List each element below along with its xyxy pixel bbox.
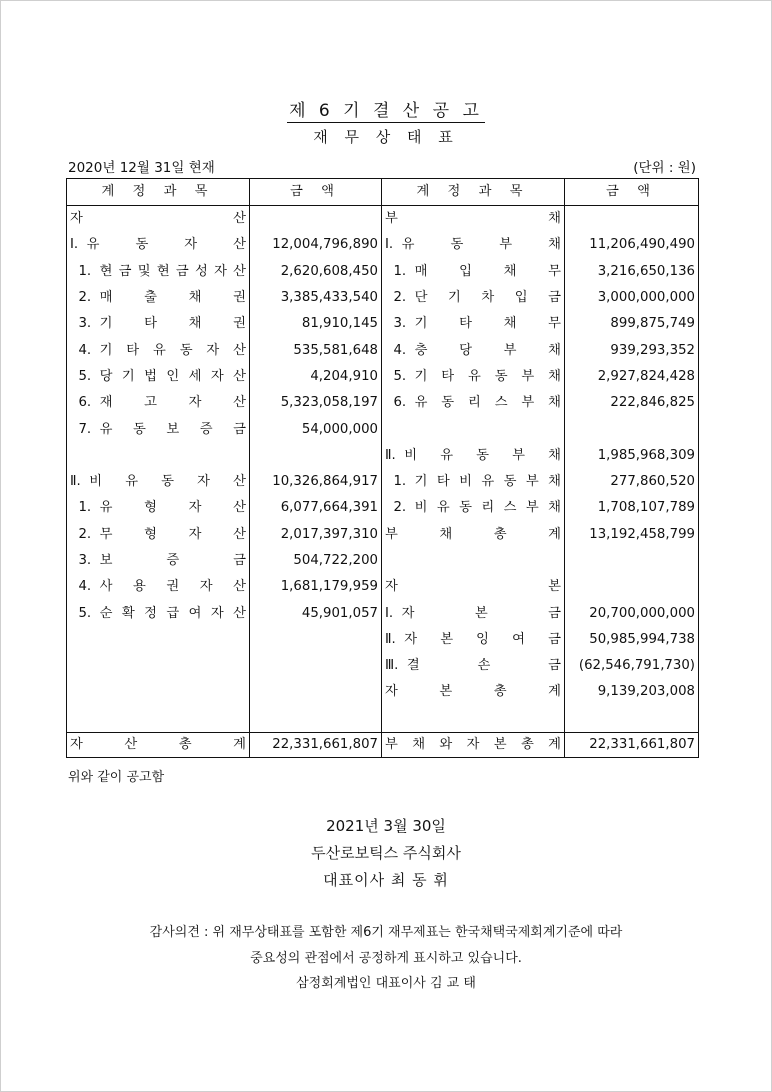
right-account-label: 매 입 채 무 bbox=[414, 263, 561, 279]
left-account-cell bbox=[67, 232, 250, 258]
right-account-label: 충 당 부 채 bbox=[414, 342, 561, 358]
right-account-cell bbox=[382, 337, 565, 363]
spacer-cell bbox=[565, 706, 699, 733]
right-amount: 1,708,107,789 bbox=[565, 495, 699, 521]
right-account-index: Ⅰ. bbox=[385, 237, 402, 253]
table-row bbox=[67, 600, 699, 626]
left-amount: 2,620,608,450 bbox=[250, 259, 382, 285]
left-account-index: 3. bbox=[70, 553, 100, 568]
right-account-label: 기 타 채 무 bbox=[414, 316, 561, 332]
left-amount: 81,910,145 bbox=[250, 311, 382, 337]
left-account-label: 현 금 및 현 금 성 자 산 bbox=[99, 263, 246, 279]
left-amount bbox=[250, 443, 382, 469]
col-header-right-account: 계 정 과 목 bbox=[382, 179, 565, 206]
left-account-cell bbox=[67, 259, 250, 285]
right-amount: 13,192,458,799 bbox=[565, 522, 699, 548]
right-amount: (62,546,791,730) bbox=[565, 653, 699, 679]
company-name: 두산로보틱스 주식회사 bbox=[311, 844, 461, 862]
right-account-index: Ⅰ. bbox=[385, 605, 402, 621]
right-amount: 20,700,000,000 bbox=[565, 600, 699, 626]
statement-title: 재 무 상 태 표 bbox=[313, 128, 459, 146]
table-row bbox=[67, 522, 699, 548]
left-amount: 1,681,179,959 bbox=[250, 574, 382, 600]
announcement-date: 2021년 3월 30일 bbox=[326, 817, 446, 835]
table-row bbox=[67, 416, 699, 442]
right-account-label: 단 기 차 입 금 bbox=[414, 290, 561, 306]
left-account-cell bbox=[67, 548, 250, 574]
right-account-index: 4. bbox=[385, 342, 415, 358]
left-account-index: 6. bbox=[70, 395, 100, 411]
right-account-label: 자 본 총 계 bbox=[385, 684, 561, 700]
right-account-cell bbox=[382, 390, 565, 416]
left-account-label: 기 타 채 권 bbox=[99, 316, 246, 332]
table-row bbox=[67, 337, 699, 363]
left-account-index: 4. bbox=[70, 342, 100, 358]
right-account-index: Ⅲ. bbox=[385, 658, 407, 674]
total-assets-label: 자 산 총 계 bbox=[70, 736, 246, 752]
left-amount: 504,722,200 bbox=[250, 548, 382, 574]
right-account-cell bbox=[382, 416, 565, 442]
left-amount: 2,017,397,310 bbox=[250, 522, 382, 548]
left-amount: 3,385,433,540 bbox=[250, 285, 382, 311]
right-amount: 222,846,825 bbox=[565, 390, 699, 416]
right-account-index: 2. bbox=[385, 500, 415, 516]
left-account-cell bbox=[67, 574, 250, 600]
left-account-label: 당 기 법 인 세 자 산 bbox=[99, 368, 246, 384]
right-account-label: 기 타 비 유 동 부 채 bbox=[414, 474, 561, 490]
col-header-left-amount: 금 액 bbox=[250, 179, 382, 206]
table-body bbox=[67, 206, 699, 733]
total-assets-amount: 22,331,661,807 bbox=[250, 732, 382, 757]
left-account-index: 2. bbox=[70, 526, 100, 542]
left-account-index: 3. bbox=[70, 316, 100, 332]
right-account-cell bbox=[382, 522, 565, 548]
balance-sheet-table bbox=[66, 178, 699, 758]
spacer-cell bbox=[382, 706, 565, 733]
right-account-cell bbox=[382, 443, 565, 469]
left-account-index: 1. bbox=[70, 263, 100, 279]
left-amount bbox=[250, 206, 382, 233]
right-amount: 50,985,994,738 bbox=[565, 627, 699, 653]
left-account-index: 4. bbox=[70, 579, 100, 595]
left-account-label: 보 증 금 bbox=[99, 553, 246, 568]
table-row bbox=[67, 574, 699, 600]
left-account-cell bbox=[67, 285, 250, 311]
left-account-cell bbox=[67, 522, 250, 548]
left-account-cell bbox=[67, 443, 250, 469]
right-account-label: 자 본 bbox=[385, 579, 561, 595]
left-account-index: 1. bbox=[70, 500, 100, 516]
right-account-index: 6. bbox=[385, 395, 415, 411]
left-amount: 5,323,058,197 bbox=[250, 390, 382, 416]
right-account-index: Ⅱ. bbox=[385, 631, 405, 647]
table-row bbox=[67, 390, 699, 416]
auditor-name: 삼정회계법인 대표이사 김 교 태 bbox=[296, 976, 476, 991]
right-account-label: 유 동 리 스 부 채 bbox=[414, 395, 561, 411]
left-amount: 4,204,910 bbox=[250, 364, 382, 390]
left-account-cell bbox=[67, 679, 250, 705]
left-account-label: 매 출 채 권 bbox=[99, 290, 246, 306]
left-account-cell bbox=[67, 390, 250, 416]
left-account-label: 사 용 권 자 산 bbox=[99, 579, 246, 595]
right-amount: 939,293,352 bbox=[565, 337, 699, 363]
right-account-index: Ⅱ. bbox=[385, 447, 405, 463]
right-amount: 3,000,000,000 bbox=[565, 285, 699, 311]
right-account-label: 자 본 금 bbox=[401, 605, 561, 621]
right-amount bbox=[565, 574, 699, 600]
table-row bbox=[67, 443, 699, 469]
left-account-index: 5. bbox=[70, 605, 100, 621]
left-amount: 12,004,796,890 bbox=[250, 232, 382, 258]
table-row bbox=[67, 653, 699, 679]
left-account-cell bbox=[67, 627, 250, 653]
left-account-label: 무 형 자 산 bbox=[99, 526, 246, 542]
page-title bbox=[0, 96, 772, 121]
as-of-date: 2020년 12월 31일 현재 bbox=[68, 160, 215, 176]
announcement-note: 위와 같이 공고함 bbox=[68, 770, 165, 785]
total-liab-equity-label: 부 채 와 자 본 총 계 bbox=[385, 736, 561, 752]
left-account-label: 유 동 자 산 bbox=[86, 237, 246, 253]
spacer-cell bbox=[67, 706, 250, 733]
table-row bbox=[67, 469, 699, 495]
total-left-label-cell bbox=[67, 732, 250, 757]
left-amount: 10,326,864,917 bbox=[250, 469, 382, 495]
right-account-cell bbox=[382, 206, 565, 233]
right-account-cell bbox=[382, 259, 565, 285]
left-amount: 535,581,648 bbox=[250, 337, 382, 363]
left-account-cell bbox=[67, 600, 250, 626]
right-account-label: 유 동 부 채 bbox=[401, 237, 561, 253]
audit-opinion-line-1: 감사의견 : 위 재무상태표를 포함한 제6기 재무제표는 한국채택국제회계기준에 따라 bbox=[149, 925, 623, 940]
right-account-label: 결 손 금 bbox=[406, 658, 561, 674]
left-account-label: 자 산 bbox=[70, 211, 246, 227]
right-amount: 1,985,968,309 bbox=[565, 443, 699, 469]
left-account-index: Ⅱ. bbox=[70, 474, 90, 490]
left-account-label: 유 동 보 증 금 bbox=[99, 421, 246, 437]
table-row bbox=[67, 627, 699, 653]
right-account-label: 기 타 유 동 부 채 bbox=[414, 368, 561, 384]
right-account-index: 3. bbox=[385, 316, 415, 332]
table-row bbox=[67, 206, 699, 233]
right-account-cell bbox=[382, 232, 565, 258]
left-account-index: Ⅰ. bbox=[70, 237, 87, 253]
left-account-cell bbox=[67, 416, 250, 442]
right-amount: 11,206,490,490 bbox=[565, 232, 699, 258]
right-amount: 2,927,824,428 bbox=[565, 364, 699, 390]
right-account-label: 비 유 동 부 채 bbox=[404, 447, 561, 463]
right-account-label: 비 유 동 리 스 부 채 bbox=[414, 500, 561, 516]
right-account-cell bbox=[382, 653, 565, 679]
right-amount: 899,875,749 bbox=[565, 311, 699, 337]
table-total-row bbox=[67, 732, 699, 757]
right-account-label: 부 채 bbox=[385, 211, 561, 227]
left-account-cell bbox=[67, 495, 250, 521]
right-account-cell bbox=[382, 627, 565, 653]
left-account-cell bbox=[67, 337, 250, 363]
audit-opinion-line-2: 중요성의 관점에서 공정하게 표시하고 있습니다. bbox=[250, 951, 522, 966]
right-account-cell bbox=[382, 495, 565, 521]
right-account-cell bbox=[382, 469, 565, 495]
left-amount: 6,077,664,391 bbox=[250, 495, 382, 521]
table-row bbox=[67, 285, 699, 311]
left-account-cell bbox=[67, 653, 250, 679]
left-account-label: 기 타 유 동 자 산 bbox=[99, 342, 246, 358]
left-account-cell bbox=[67, 311, 250, 337]
left-account-cell bbox=[67, 206, 250, 233]
left-account-label: 순 확 정 급 여 자 산 bbox=[99, 605, 246, 621]
table-row bbox=[67, 364, 699, 390]
left-account-index: 7. bbox=[70, 421, 100, 437]
right-account-label: 부 채 총 계 bbox=[385, 526, 561, 542]
left-amount bbox=[250, 627, 382, 653]
table-row bbox=[67, 311, 699, 337]
right-amount bbox=[565, 416, 699, 442]
ceo-name: 대표이사 최 동 휘 bbox=[323, 871, 449, 889]
right-amount: 9,139,203,008 bbox=[565, 679, 699, 705]
right-account-index: 1. bbox=[385, 474, 415, 490]
left-account-label: 재 고 자 산 bbox=[99, 395, 246, 411]
left-account-cell bbox=[67, 469, 250, 495]
right-amount: 277,860,520 bbox=[565, 469, 699, 495]
unit-label: (단위 : 원) bbox=[633, 160, 696, 176]
right-amount bbox=[565, 548, 699, 574]
spacer-cell bbox=[250, 706, 382, 733]
right-account-cell bbox=[382, 548, 565, 574]
right-account-index: 1. bbox=[385, 263, 415, 279]
left-amount: 45,901,057 bbox=[250, 600, 382, 626]
left-amount bbox=[250, 679, 382, 705]
right-account-index: 2. bbox=[385, 290, 415, 306]
right-account-cell bbox=[382, 600, 565, 626]
right-account-label: 자 본 잉 여 금 bbox=[404, 631, 561, 647]
right-account-cell bbox=[382, 311, 565, 337]
right-account-cell bbox=[382, 364, 565, 390]
col-header-left-account: 계 정 과 목 bbox=[67, 179, 250, 206]
left-account-label: 비 유 동 자 산 bbox=[89, 474, 246, 490]
left-amount bbox=[250, 653, 382, 679]
page-title-text: 제 6 기 결 산 공 고 bbox=[289, 101, 483, 121]
table-header-row bbox=[67, 179, 699, 206]
table-row bbox=[67, 679, 699, 705]
right-amount bbox=[565, 206, 699, 233]
right-account-index: 5. bbox=[385, 368, 415, 384]
left-account-label: 유 형 자 산 bbox=[99, 500, 246, 516]
table-row bbox=[67, 232, 699, 258]
table-spacer-row bbox=[67, 706, 699, 733]
total-right-label-cell bbox=[382, 732, 565, 757]
col-header-right-amount: 금 액 bbox=[565, 179, 699, 206]
table-row bbox=[67, 495, 699, 521]
table-row bbox=[67, 259, 699, 285]
left-amount: 54,000,000 bbox=[250, 416, 382, 442]
left-account-index: 5. bbox=[70, 368, 100, 384]
right-account-cell bbox=[382, 679, 565, 705]
table-row bbox=[67, 548, 699, 574]
right-amount: 3,216,650,136 bbox=[565, 259, 699, 285]
left-account-cell bbox=[67, 364, 250, 390]
left-account-index: 2. bbox=[70, 290, 100, 306]
right-account-cell bbox=[382, 285, 565, 311]
total-liab-equity-amount: 22,331,661,807 bbox=[565, 732, 699, 757]
right-account-cell bbox=[382, 574, 565, 600]
